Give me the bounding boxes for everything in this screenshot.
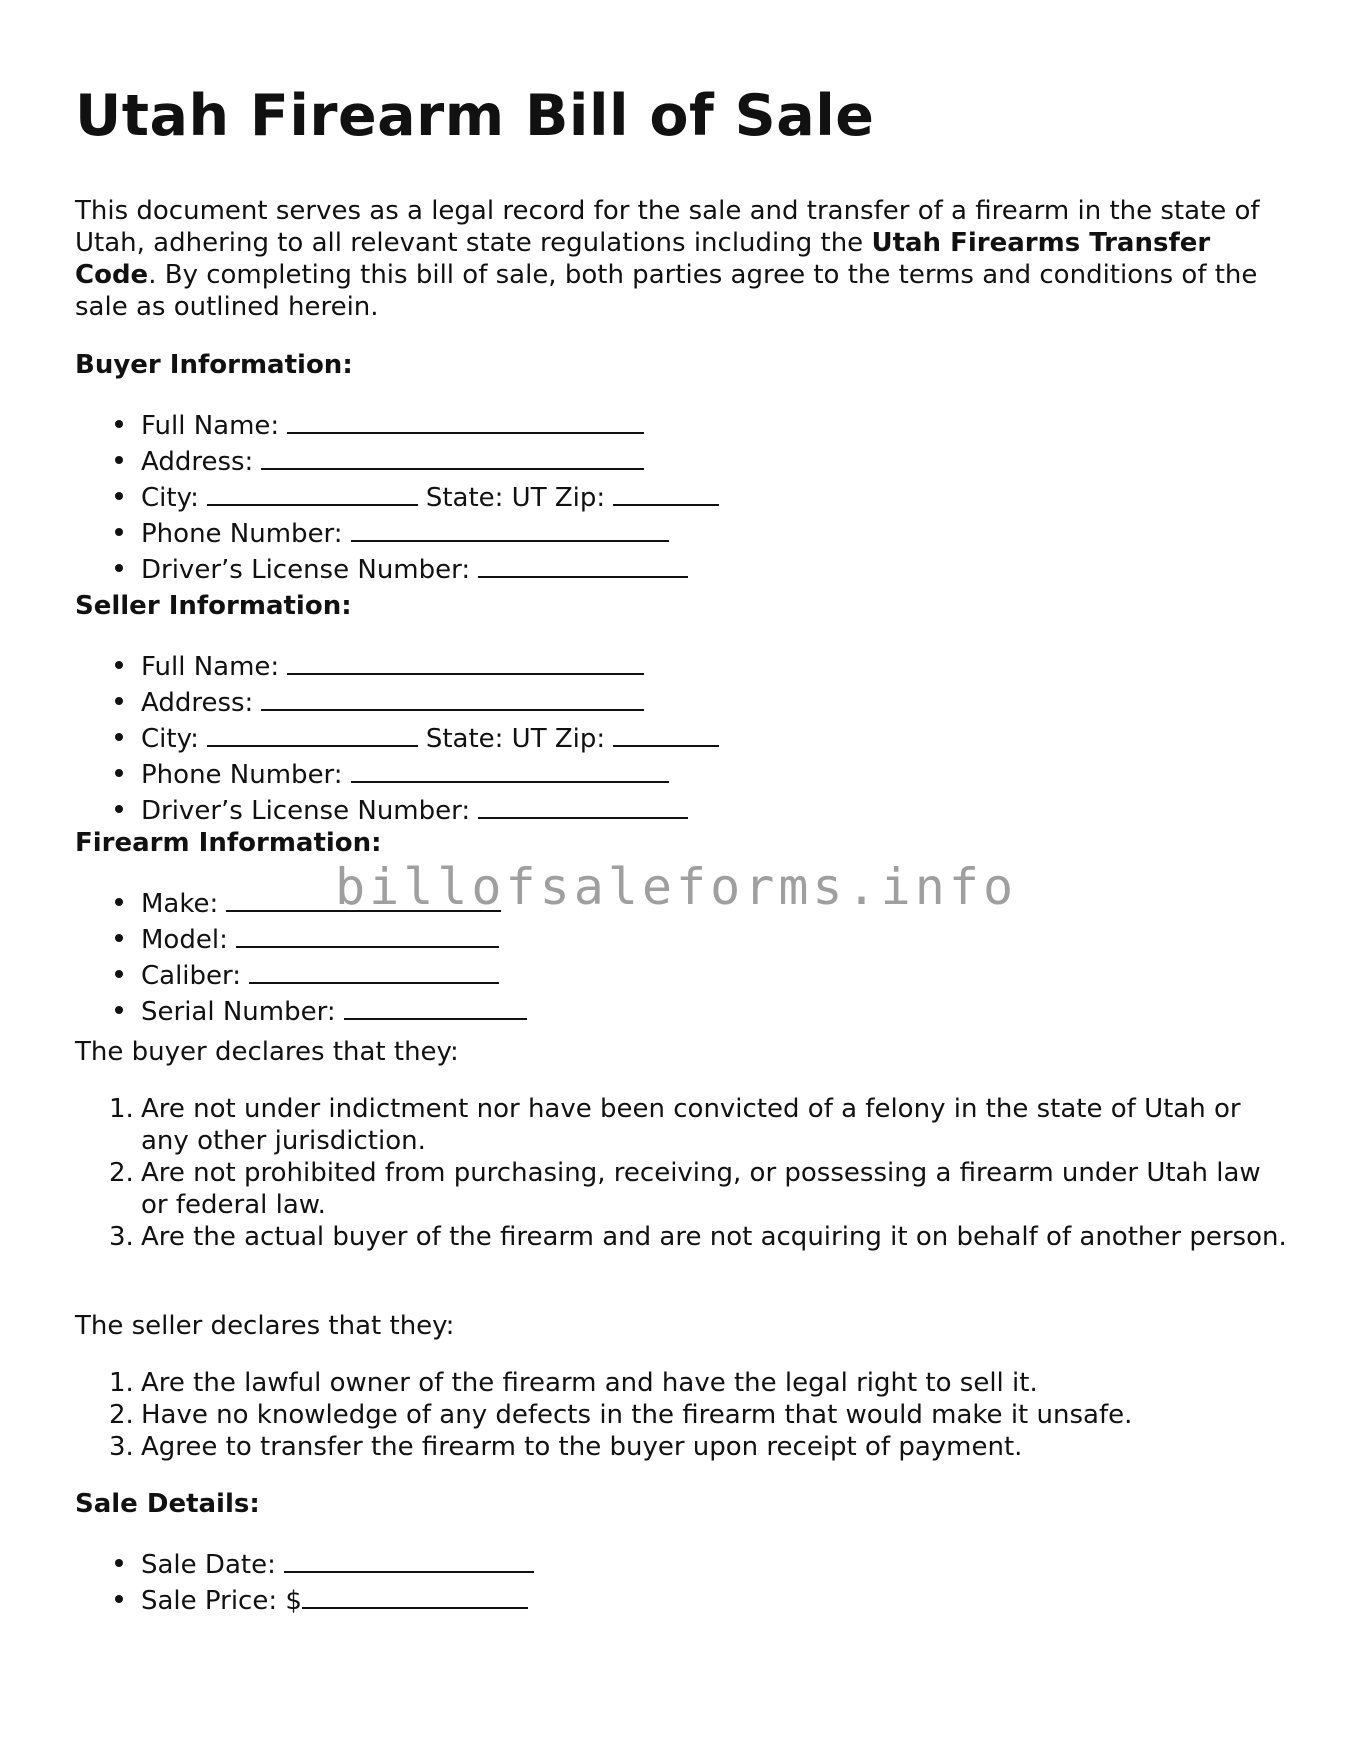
buyer-license-label: Driver’s License Number: [141, 555, 471, 585]
buyer-license-field[interactable] [478, 550, 688, 578]
buyer-license-row [75, 550, 1290, 586]
buyer-address-row [75, 442, 1290, 478]
sale-date-field[interactable] [284, 1545, 534, 1573]
seller-state-zip-label: State: UT Zip: [425, 724, 606, 754]
page-title: Utah Firearm Bill of Sale [75, 83, 875, 149]
buyer-city-row [75, 478, 1290, 514]
buyer-section [75, 349, 1290, 586]
seller-address-label: Address: [141, 688, 254, 718]
seller-license-field[interactable] [478, 791, 688, 819]
seller-license-row [75, 791, 1290, 827]
firearm-caliber-label: Caliber: [141, 961, 242, 991]
seller-city-label: City: [141, 724, 199, 754]
buyer-declares-intro: The buyer declares that they: [75, 1037, 459, 1067]
buyer-city-field[interactable] [207, 478, 418, 506]
sale-price-label: Sale Price: $ [141, 1586, 302, 1616]
intro-text-1: This document serves as a legal record for the sale and transfer of a firearm in the state of Utah, adhering to all relevant state regulations including the [75, 196, 1260, 258]
firearm-heading: Firearm Information: [75, 828, 382, 858]
seller-phone-row [75, 755, 1290, 791]
firearm-model-label: Model: [141, 925, 228, 955]
sale-heading: Sale Details: [75, 1489, 260, 1519]
seller-phone-field[interactable] [351, 755, 669, 783]
seller-zip-field[interactable] [613, 719, 719, 747]
buyer-zip-field[interactable] [613, 478, 719, 506]
seller-city-row [75, 719, 1290, 755]
seller-address-row [75, 683, 1290, 719]
firearm-model-field[interactable] [236, 920, 499, 948]
firearm-serial-label: Serial Number: [141, 997, 336, 1027]
buyer-declarations [75, 1036, 1290, 1253]
intro-bold-code: Utah Firearms Transfer Code [75, 228, 1211, 290]
buyer-declarations-list [75, 1093, 1290, 1253]
buyer-address-field[interactable] [261, 442, 644, 470]
seller-declares-intro: The seller declares that they: [75, 1311, 455, 1341]
sale-price-field[interactable] [302, 1581, 528, 1609]
firearm-caliber-field[interactable] [249, 956, 499, 984]
intro-text-2: . By completing this bill of sale, both parties agree to the terms and conditions of the sale as outlined herein. [75, 260, 1258, 322]
buyer-address-label: Address: [141, 447, 254, 477]
buyer-phone-row [75, 514, 1290, 550]
sale-price-row [75, 1581, 1290, 1617]
seller-full-name-field[interactable] [287, 647, 644, 675]
seller-declarations-list [75, 1367, 1290, 1463]
buyer-declaration-item: 3. Are the actual buyer of the firearm and are not acquiring it on behalf of another person. [109, 1222, 1287, 1252]
buyer-declaration-item: 2. Are not prohibited from purchasing, receiving, or possessing a firearm under Utah law or federal law. [109, 1158, 1261, 1220]
seller-license-label: Driver’s License Number: [141, 796, 471, 826]
sale-fields [75, 1545, 1290, 1617]
buyer-phone-label: Phone Number: [141, 519, 343, 549]
buyer-full-name-row [75, 406, 1290, 442]
buyer-city-label: City: [141, 483, 199, 513]
firearm-serial-row [75, 992, 1290, 1028]
seller-full-name-row [75, 647, 1290, 683]
seller-heading: Seller Information: [75, 591, 352, 621]
buyer-full-name-field[interactable] [287, 406, 644, 434]
seller-city-field[interactable] [207, 719, 418, 747]
seller-declarations [75, 1310, 1290, 1463]
seller-fields [75, 647, 1290, 827]
buyer-full-name-label: Full Name: [141, 411, 280, 441]
firearm-serial-field[interactable] [344, 992, 527, 1020]
intro-paragraph [75, 195, 1290, 323]
seller-phone-label: Phone Number: [141, 760, 343, 790]
buyer-state-zip-label: State: UT Zip: [425, 483, 606, 513]
seller-declaration-item: 3. Agree to transfer the firearm to the buyer upon receipt of payment. [109, 1432, 1023, 1462]
firearm-make-label: Make: [141, 889, 219, 919]
buyer-declaration-item: 1. Are not under indictment nor have been convicted of a felony in the state of Utah or any other jurisdiction. [109, 1094, 1241, 1156]
firearm-caliber-row [75, 956, 1290, 992]
seller-full-name-label: Full Name: [141, 652, 280, 682]
sale-date-label: Sale Date: [141, 1550, 276, 1580]
watermark: billofsaleforms.info [335, 858, 1018, 916]
sale-section [75, 1488, 1290, 1617]
seller-declaration-item: 1. Are the lawful owner of the firearm and have the legal right to sell it. [109, 1368, 1038, 1398]
seller-declaration-item: 2. Have no knowledge of any defects in the firearm that would make it unsafe. [109, 1400, 1133, 1430]
seller-address-field[interactable] [261, 683, 644, 711]
buyer-fields [75, 406, 1290, 586]
seller-section [75, 590, 1290, 827]
firearm-model-row [75, 920, 1290, 956]
buyer-heading: Buyer Information: [75, 350, 353, 380]
buyer-phone-field[interactable] [351, 514, 669, 542]
sale-date-row [75, 1545, 1290, 1581]
